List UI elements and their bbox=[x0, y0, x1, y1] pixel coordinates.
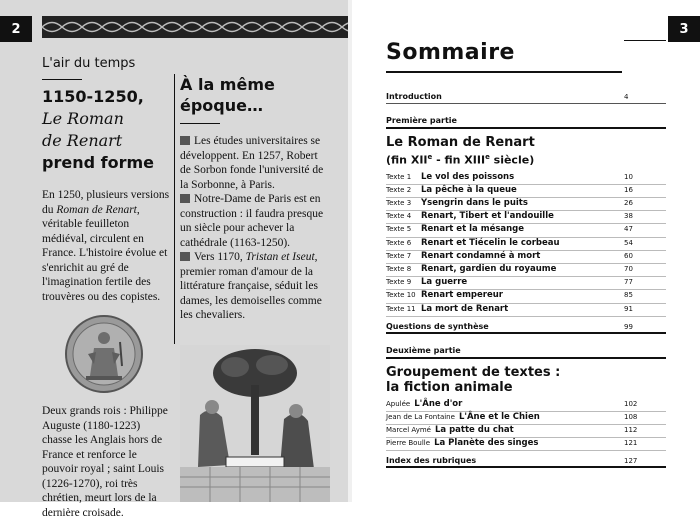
page-number-right: 3 bbox=[668, 16, 700, 42]
decorative-band bbox=[42, 16, 350, 38]
author: Apulée bbox=[386, 399, 411, 408]
text-title: Renart, Tibert et l'andouille bbox=[421, 211, 554, 222]
part-heading: Première partie bbox=[386, 116, 666, 129]
text-number: Texte 1 bbox=[386, 172, 412, 181]
text-page: 70 bbox=[624, 264, 633, 273]
author: Marcel Aymé bbox=[386, 426, 431, 435]
toc-text-row[interactable] bbox=[386, 185, 666, 198]
toc-text-row[interactable] bbox=[386, 211, 666, 224]
text-page: 77 bbox=[624, 278, 633, 287]
text-page: 60 bbox=[624, 251, 633, 260]
toc-page: 127 bbox=[624, 457, 638, 466]
text-number: Texte 4 bbox=[386, 212, 412, 221]
text-number: Texte 5 bbox=[386, 225, 412, 234]
text-title: La guerre bbox=[421, 277, 468, 288]
toc-page: 4 bbox=[624, 93, 629, 101]
text-page: 10 bbox=[624, 172, 633, 181]
toc-page: 99 bbox=[624, 322, 633, 331]
text-number: Texte 8 bbox=[386, 264, 412, 273]
medieval-engraving-image bbox=[180, 345, 330, 502]
work-page: 121 bbox=[624, 439, 638, 448]
text-page: 85 bbox=[624, 291, 633, 300]
text-page: 26 bbox=[624, 199, 633, 208]
part-heading: Deuxième partie bbox=[386, 346, 666, 359]
same-time-title-line: À la même bbox=[180, 75, 275, 94]
text-title: Renart et Tiécelin le corbeau bbox=[421, 237, 560, 248]
subtitle-text: - fin XIII bbox=[432, 153, 486, 167]
subtitle-text: siècle) bbox=[489, 153, 535, 167]
text-title: Renart et la mésange bbox=[421, 224, 525, 235]
text-number: Texte 10 bbox=[386, 291, 416, 300]
text-title: Renart condamné à mort bbox=[421, 250, 541, 261]
text-number: Texte 6 bbox=[386, 238, 412, 247]
toc-row[interactable] bbox=[386, 91, 666, 104]
same-time-text: Notre-Dame de Paris est en construction : il faudra presque un siècle pour achever la cathédrale (1163-1250). bbox=[180, 193, 324, 249]
toc-text-row[interactable] bbox=[386, 277, 666, 290]
same-time-title bbox=[180, 74, 330, 116]
work-title: La patte du chat bbox=[434, 425, 514, 436]
text-page: 38 bbox=[624, 212, 633, 221]
headline-line: prend forme bbox=[42, 153, 154, 172]
work-title: L'Âne et le Chien bbox=[458, 411, 540, 422]
same-time-text: Vers 1170, bbox=[194, 251, 246, 263]
intro-text: , véritable feuilleton médiéval, circulent en France. L'histoire évolue et s'enrichit au gré de l'imagination fertile des trouvères ou des copistes. bbox=[42, 203, 168, 303]
divider bbox=[180, 123, 220, 124]
text-number: Texte 2 bbox=[386, 185, 412, 194]
work-title: La Planète des singes bbox=[434, 438, 539, 449]
divider bbox=[42, 79, 82, 80]
part-title: la fiction animale bbox=[386, 379, 513, 395]
text-title: Le vol des poissons bbox=[421, 171, 515, 182]
toc-row[interactable] bbox=[386, 321, 666, 334]
toc-text-row[interactable] bbox=[386, 224, 666, 237]
headline-line: 1150-1250, bbox=[42, 87, 144, 106]
part-title: Groupement de textes : bbox=[386, 364, 561, 380]
toc-row[interactable] bbox=[386, 455, 666, 468]
intro-paragraph bbox=[42, 188, 170, 304]
toc-text-row[interactable] bbox=[386, 304, 666, 317]
headline-line: de Renart bbox=[42, 131, 123, 150]
page-title: Sommaire bbox=[386, 40, 622, 73]
text-title: La mort de Renart bbox=[421, 303, 509, 314]
text-number: Texte 7 bbox=[386, 251, 412, 260]
author: Pierre Boulle bbox=[386, 439, 431, 448]
toc-grouping-row[interactable] bbox=[386, 412, 666, 425]
toc-text-row[interactable] bbox=[386, 290, 666, 303]
toc-text-row[interactable] bbox=[386, 264, 666, 277]
section-kicker: L'air du temps bbox=[42, 56, 136, 71]
page-headline bbox=[42, 86, 170, 174]
kings-paragraph: Deux grands rois : Philippe Auguste (1180-1223) chasse les Anglais hors de France et renforce le pouvoir royal ; saint Louis (1226-1270), roi très chrétien, meurt lors de la dernière croisade. bbox=[42, 405, 168, 519]
toc-grouping-row[interactable] bbox=[386, 438, 666, 451]
toc-label: Questions de synthèse bbox=[386, 321, 489, 331]
bullet-square-icon bbox=[180, 194, 190, 203]
text-number: Texte 9 bbox=[386, 278, 412, 287]
toc-text-row[interactable] bbox=[386, 198, 666, 211]
text-title: La pêche à la queue bbox=[421, 184, 517, 195]
same-time-item bbox=[180, 134, 330, 192]
intro-italic: Roman de Renart bbox=[56, 203, 137, 216]
bullet-square-icon bbox=[180, 252, 190, 261]
text-title: Renart empereur bbox=[421, 290, 503, 301]
work-title: L'Âne d'or bbox=[414, 398, 463, 409]
subtitle-sup: e bbox=[485, 153, 490, 161]
text-page: 47 bbox=[624, 225, 633, 234]
same-time-item bbox=[180, 250, 330, 323]
same-time-item bbox=[180, 192, 330, 250]
toc-text-row[interactable] bbox=[386, 172, 666, 185]
text-page: 16 bbox=[624, 185, 633, 194]
same-time-column bbox=[180, 70, 330, 323]
left-page bbox=[0, 0, 348, 519]
left-column bbox=[42, 48, 170, 520]
same-time-text: , premier roman d'amour de la littérature française, séduit les dames, les demoiselles comme les chevaliers. bbox=[180, 251, 322, 321]
royal-seal-image bbox=[64, 314, 144, 394]
text-number: Texte 11 bbox=[386, 304, 416, 313]
toc-text-row[interactable] bbox=[386, 251, 666, 264]
toc-text-row[interactable] bbox=[386, 238, 666, 251]
intro-text: En 1250, plusieurs versions du bbox=[42, 189, 170, 216]
text-title: Ysengrin dans le puits bbox=[421, 198, 528, 209]
headline-line: Le Roman bbox=[42, 109, 124, 128]
same-time-text: Les études universitaires se développent. En 1257, Robert de Sorbon fonde l'université de la Sorbonne, à Paris. bbox=[180, 135, 324, 191]
part-title: Le Roman de Renart bbox=[386, 135, 535, 150]
table-of-contents bbox=[386, 40, 666, 468]
text-page: 91 bbox=[624, 304, 633, 313]
work-page: 112 bbox=[624, 426, 638, 435]
work-page: 102 bbox=[624, 399, 638, 408]
work-page: 108 bbox=[624, 412, 638, 421]
page-number-left: 2 bbox=[0, 16, 32, 42]
text-page: 54 bbox=[624, 238, 633, 247]
toc-grouping-row[interactable] bbox=[386, 399, 666, 412]
part-subtitle bbox=[386, 150, 666, 168]
author: Jean de La Fontaine bbox=[386, 412, 455, 421]
toc-label: Introduction bbox=[386, 92, 442, 101]
subtitle-text: (fin XII bbox=[386, 153, 428, 167]
text-number: Texte 3 bbox=[386, 199, 412, 208]
text-title: Renart, gardien du royaume bbox=[421, 263, 557, 274]
column-divider bbox=[174, 74, 175, 344]
toc-label: Index des rubriques bbox=[386, 456, 477, 466]
same-time-title-line: époque… bbox=[180, 96, 263, 115]
toc-grouping-row[interactable] bbox=[386, 425, 666, 438]
subtitle-sup: e bbox=[427, 153, 433, 161]
bullet-square-icon bbox=[180, 136, 190, 145]
same-time-italic: Tristan et Iseut bbox=[245, 251, 315, 263]
